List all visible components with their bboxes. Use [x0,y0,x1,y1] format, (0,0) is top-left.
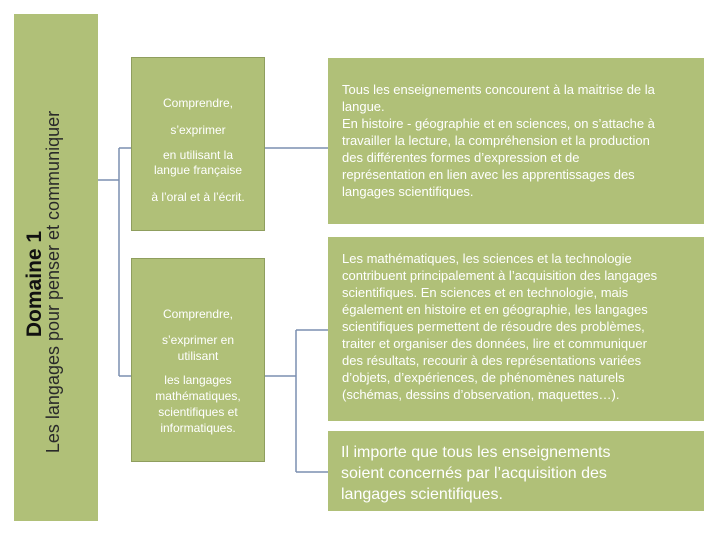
skill-box-line: à l’oral et à l’écrit. [151,190,245,204]
skill-box-line: langue française [153,163,243,177]
panel-line: scientifiques permettent de résoudre des problèmes, [342,319,645,334]
skill-box-line: s’exprimer [170,123,226,137]
panel-line: d’objets, d’expériences, de phénomènes naturels [342,370,625,385]
skill-box-line: mathématiques, [155,389,241,403]
panel-line: Les mathématiques, les sciences et la technologie [342,251,632,266]
panel-line: des résultats, recourir à des représentations variées [342,353,642,368]
panel-line: langages scientifiques. [342,184,474,199]
skill-box-line: en utilisant la [162,148,234,162]
skill-box-line: Comprendre, [162,307,234,321]
panel-line: des différentes formes d’expression et de [342,150,580,165]
skill-box-line: Comprendre, [162,96,234,110]
skill-box-line: les langages [164,373,232,387]
panel-line: Tous les enseignements concourent à la maitrise de la [342,82,655,97]
panel-line: langages scientifiques. [341,486,503,503]
connector-main [98,148,131,376]
skill-box-line: informatiques. [160,421,236,435]
domain-title: Domaine 1 [23,230,46,338]
panel-sciences [328,237,704,421]
panel-line: En histoire - géographie et en sciences, on s’attache à [342,116,655,131]
skill-box-sciences [131,258,265,462]
panel-line: soient concernés par l’acquisition des [341,465,607,482]
panel-line: contribuent principalement à l’acquisition des langages [342,268,658,283]
panel-line: scientifiques. En sciences et en technologie, mais [342,285,629,300]
panel-conclusion [328,431,704,511]
panel-line: Il importe que tous les enseignements [341,444,611,461]
skill-box-line: s’exprimer en [161,333,235,347]
skill-box-french [131,57,265,231]
panel-language [328,58,704,224]
panel-line: langue. [342,99,385,114]
panel-line: traiter et organiser des données, lire et communiquer [342,336,647,351]
skill-box-line: utilisant [177,349,219,363]
panel-line: représentation en lien avec les apprentissages des [342,167,635,182]
panel-line: (schémas, dessins d’observation, maquettes…). [342,387,620,402]
skill-box-line: scientifiques et [158,405,238,419]
connector-bottom [263,330,328,472]
domain-subtitle: Les langages pour penser et communiquer [43,110,63,454]
panel-line: travailler la lecture, la compréhension et la production [342,133,650,148]
panel-line: également en histoire et en géographie, les langages [342,302,648,317]
